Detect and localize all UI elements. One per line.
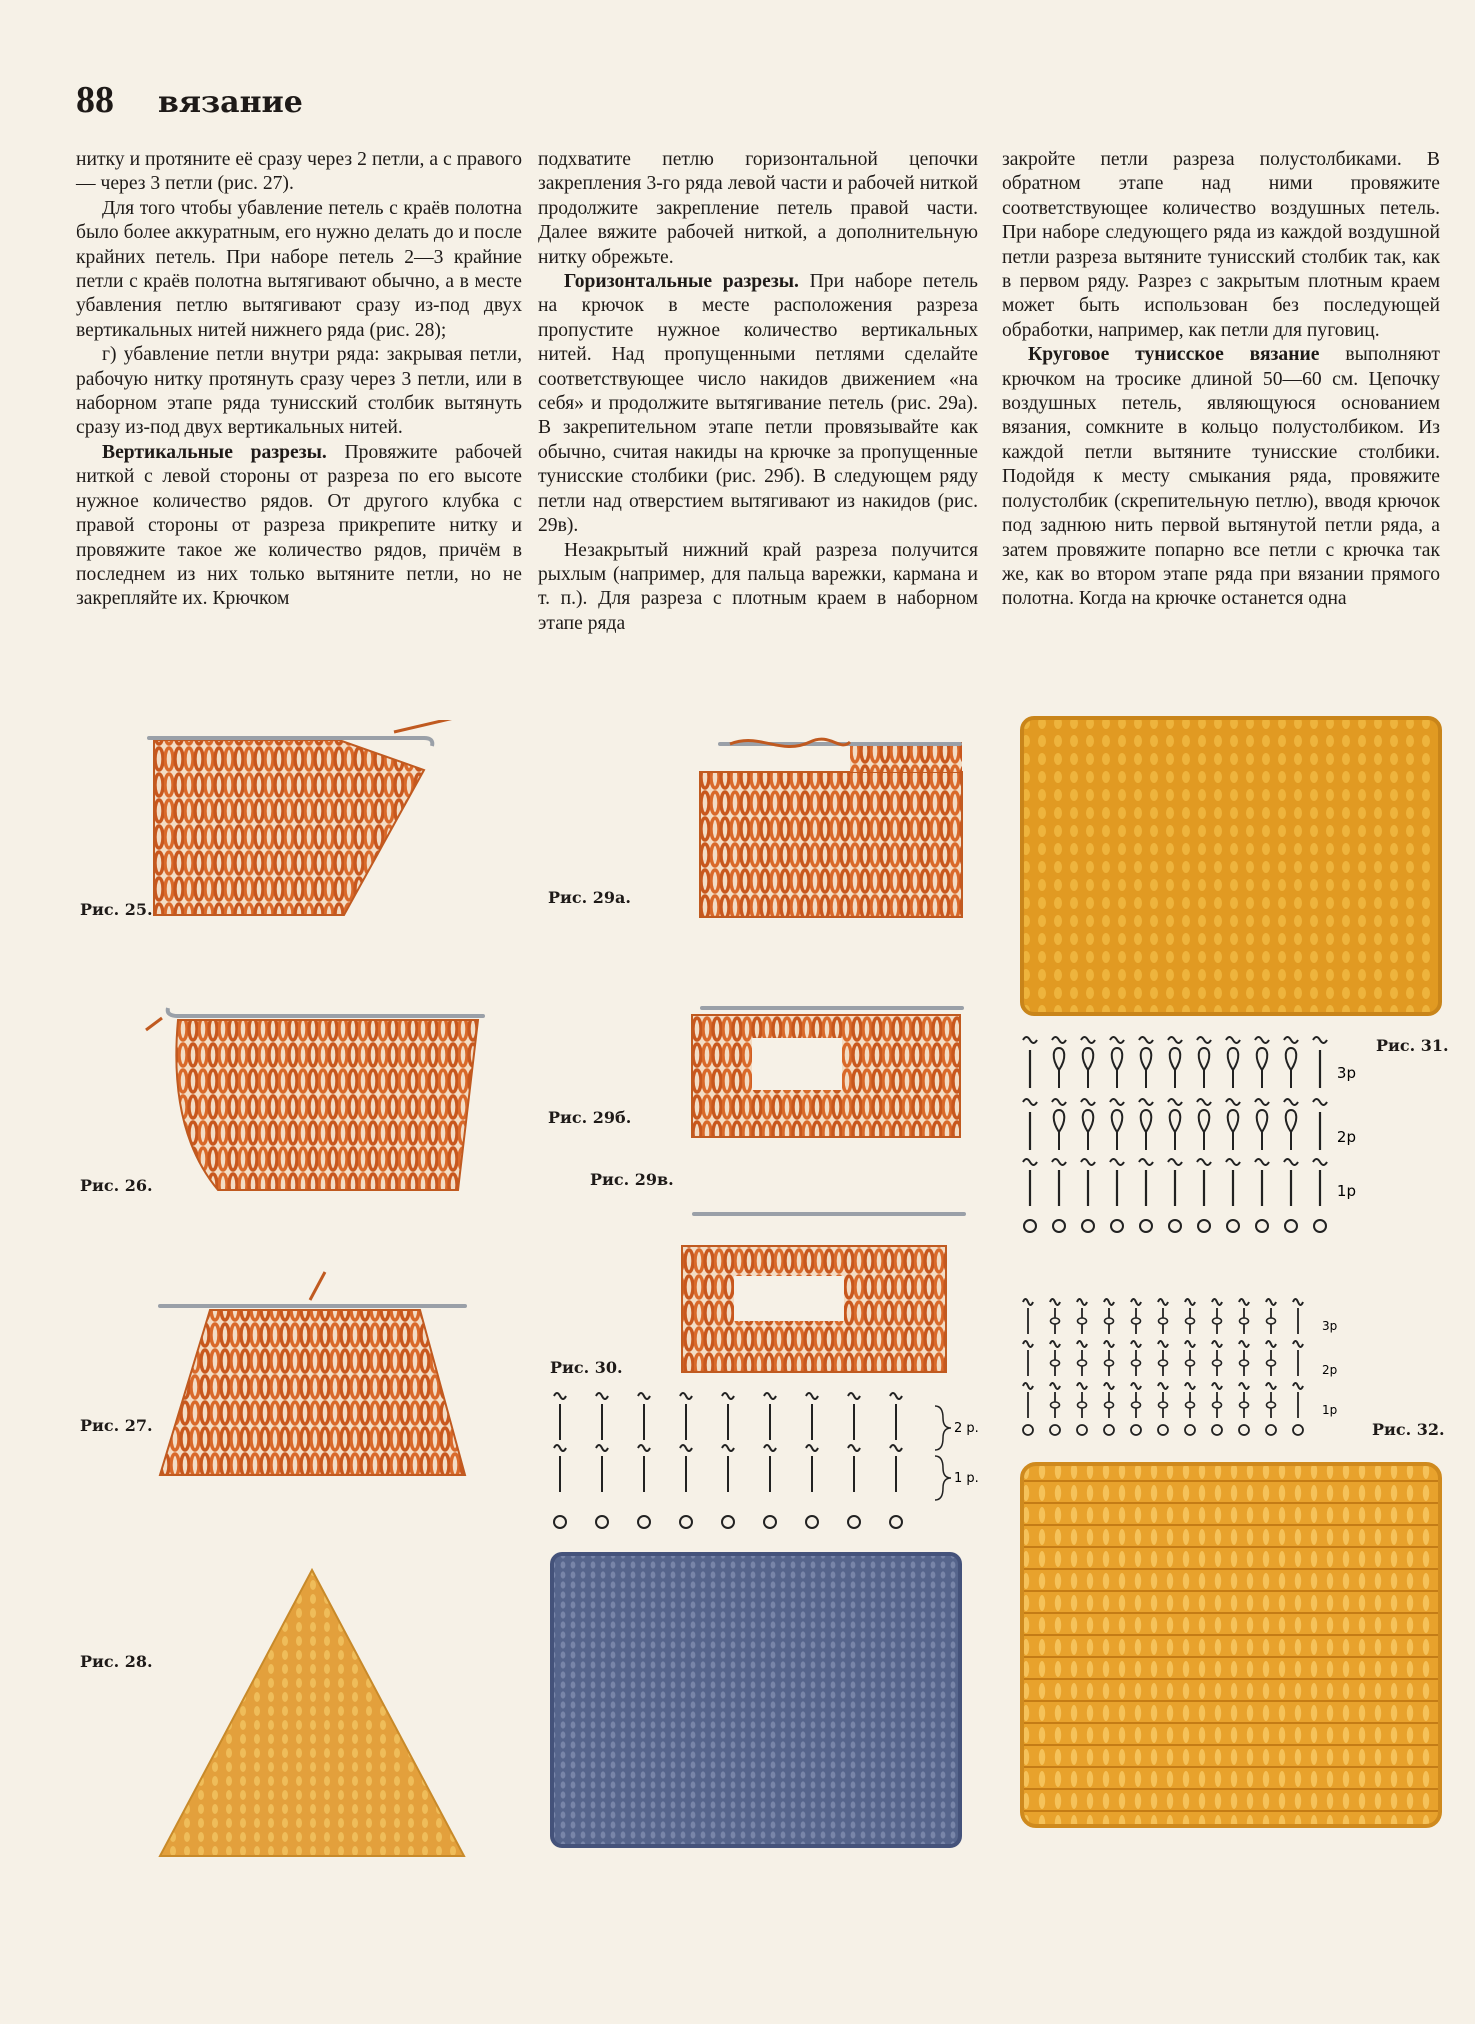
- chain-symbol: [1023, 1099, 1037, 1105]
- page-number: 88: [76, 79, 114, 121]
- stitch-column: [1293, 1299, 1303, 1435]
- subheading: Вертикальные разрезы.: [102, 441, 327, 463]
- text-column-1: [76, 148, 522, 612]
- chain-symbol: [1255, 1159, 1269, 1165]
- paragraph-text: Провяжите рабочей ниткой с левой стороны от разреза по его высоте нужное количество рядов. От другого клубка с правой стороны от разреза прикрепите нитку и провяжите такое же количество рядов, причём в последнем из них только вытяните петли, но не закрепляйте их. Крючком: [76, 441, 522, 610]
- caption-29v: Рис. 29в.: [590, 1170, 674, 1189]
- chain-symbol: [848, 1445, 860, 1451]
- chain-symbol: [1239, 1341, 1249, 1347]
- page-header: [76, 78, 303, 122]
- paragraph: г) убавление петли внутри ряда: закрывая петли, рабочую нитку протянуть сразу через 3 петли, или в наборном этапе ряда тунисский столбик вытянуть сразу из-под двух вертикальных нитей.: [76, 344, 522, 439]
- chain-symbol: [1139, 1099, 1153, 1105]
- paragraph: подхватите петлю горизонтальной цепочки закрепления 3-го ряда левой части и рабочей ниткой продолжите закрепление петель правой части. Далее вяжите рабочей ниткой, а дополнительную нитку обрежьте.: [538, 149, 978, 268]
- stitch-column: [1168, 1037, 1182, 1232]
- chain-symbol: [1266, 1383, 1276, 1389]
- chain-symbol: [1052, 1037, 1066, 1043]
- stitch-column: [1284, 1037, 1298, 1232]
- stitch-column: [722, 1393, 734, 1528]
- chain-symbol: [1052, 1159, 1066, 1165]
- chain-symbol: [1266, 1299, 1276, 1305]
- stitch-column: [1158, 1299, 1168, 1435]
- swatch-blue-30: [548, 1550, 964, 1850]
- stitch-column: [890, 1393, 902, 1528]
- chain-symbol: [1077, 1383, 1087, 1389]
- stitch-column: [1081, 1037, 1095, 1232]
- chain-symbol: [1284, 1159, 1298, 1165]
- chain-symbol: [1023, 1037, 1037, 1043]
- knitting-illustration-29b: [682, 990, 972, 1140]
- chain-symbol: [596, 1445, 608, 1451]
- stitch-column: [1255, 1037, 1269, 1232]
- chain-symbol: [554, 1393, 566, 1399]
- chain-symbol: [1081, 1099, 1095, 1105]
- chain-symbol: [1255, 1099, 1269, 1105]
- text-column-2: [538, 148, 978, 636]
- caption-30: Рис. 30.: [550, 1358, 623, 1377]
- chain-symbol: [638, 1393, 650, 1399]
- paragraph: [1002, 343, 1440, 611]
- stitch-column: [1023, 1037, 1037, 1232]
- chain-symbol: [1293, 1383, 1303, 1389]
- caption-26: Рис. 26.: [80, 1176, 153, 1195]
- knitting-illustration-25: [144, 720, 464, 920]
- chain-symbol: [1023, 1299, 1033, 1305]
- chain-symbol: [1110, 1037, 1124, 1043]
- stitch-column: [806, 1393, 818, 1528]
- chain-symbol: [1255, 1037, 1269, 1043]
- stitch-column: [1052, 1037, 1066, 1232]
- stitch-column: [1104, 1299, 1114, 1435]
- chain-symbol: [890, 1393, 902, 1399]
- paragraph: Незакрытый нижний край разреза получится рыхлым (например, для пальца варежки, кармана и т. п.). Для разреза с плотным краем в наборном этапе ряда: [538, 539, 978, 634]
- stitch-column: [680, 1393, 692, 1528]
- caption-29a: Рис. 29а.: [548, 888, 631, 907]
- chain-symbol: [1293, 1299, 1303, 1305]
- chain-symbol: [1023, 1383, 1033, 1389]
- paragraph-text: При наборе петель на крючок в месте расположения разреза пропустите нужное количество вертикальных нитей. Над пропущенными петлями сделайте соответствующее число накидов движением «на себя» и продолжите вытягивание петель (рис. 29а). В закрепительном этапе петли провязывайте как обычно, считая накиды на крючке за пропущенные тунисские столбики (рис. 29б). В следующем ряду петли над отверстием вытягивают из накидов (рис. 29в).: [538, 271, 978, 537]
- chain-symbol: [1226, 1099, 1240, 1105]
- chain-symbol: [1212, 1299, 1222, 1305]
- chain-symbol: [1023, 1159, 1037, 1165]
- stitch-diagram-30: [540, 1388, 986, 1538]
- chain-symbol: [1110, 1099, 1124, 1105]
- stitch-column: [638, 1393, 650, 1528]
- chain-symbol: [680, 1393, 692, 1399]
- row-label-1: 1р: [1336, 1182, 1356, 1200]
- chain-symbol: [1050, 1383, 1060, 1389]
- chain-symbol: [1168, 1159, 1182, 1165]
- row-label-3: 3р: [1322, 1319, 1338, 1333]
- chain-symbol: [722, 1445, 734, 1451]
- chain-symbol: [1050, 1341, 1060, 1347]
- row-label-2: 2р: [1322, 1363, 1338, 1377]
- chain-symbol: [638, 1445, 650, 1451]
- stitch-column: [1185, 1299, 1195, 1435]
- chain-symbol: [764, 1393, 776, 1399]
- chain-symbol: [1131, 1383, 1141, 1389]
- swatch-orange-31: [1018, 714, 1444, 1018]
- chain-symbol: [1077, 1341, 1087, 1347]
- chain-symbol: [680, 1445, 692, 1451]
- chain-symbol: [1077, 1299, 1087, 1305]
- chain-symbol: [1158, 1341, 1168, 1347]
- caption-27: Рис. 27.: [80, 1416, 153, 1435]
- subheading: Горизонтальные разрезы.: [564, 271, 799, 293]
- section-title: вязание: [158, 85, 303, 120]
- chain-symbol: [1239, 1383, 1249, 1389]
- knitting-illustration-28: [152, 1564, 472, 1864]
- chain-symbol: [1293, 1341, 1303, 1347]
- knitting-illustration-27: [150, 1270, 470, 1480]
- chain-symbol: [1052, 1099, 1066, 1105]
- chain-symbol: [1284, 1099, 1298, 1105]
- chain-symbol: [596, 1393, 608, 1399]
- stitch-column: [1050, 1299, 1060, 1435]
- chain-symbol: [1104, 1341, 1114, 1347]
- caption-32: Рис. 32.: [1372, 1420, 1445, 1439]
- chain-symbol: [1212, 1383, 1222, 1389]
- stitch-column: [1023, 1299, 1033, 1435]
- chain-symbol: [1168, 1099, 1182, 1105]
- stitch-column: [764, 1393, 776, 1528]
- stitch-column: [1139, 1037, 1153, 1232]
- chain-symbol: [1185, 1383, 1195, 1389]
- row-label-1: 1р: [1322, 1403, 1338, 1417]
- chain-symbol: [1023, 1341, 1033, 1347]
- row-label-2: 2 р.: [954, 1421, 979, 1436]
- caption-31: Рис. 31.: [1376, 1036, 1449, 1055]
- chain-symbol: [1185, 1341, 1195, 1347]
- chain-symbol: [722, 1393, 734, 1399]
- chain-symbol: [1168, 1037, 1182, 1043]
- chain-symbol: [1158, 1299, 1168, 1305]
- text-column-3: [1002, 148, 1440, 612]
- caption-28: Рис. 28.: [80, 1652, 153, 1671]
- caption-25: Рис. 25.: [80, 900, 153, 919]
- chain-symbol: [1226, 1159, 1240, 1165]
- chain-symbol: [1284, 1037, 1298, 1043]
- chain-symbol: [1131, 1299, 1141, 1305]
- chain-symbol: [1313, 1159, 1327, 1165]
- row-label-2: 2р: [1336, 1128, 1356, 1146]
- paragraph: [76, 441, 522, 612]
- row-label-1: 1 р.: [954, 1471, 979, 1486]
- chain-symbol: [806, 1445, 818, 1451]
- chain-symbol: [1185, 1299, 1195, 1305]
- paragraph: [538, 270, 978, 538]
- stitch-column: [596, 1393, 608, 1528]
- stitch-diagram-32: [1016, 1296, 1346, 1442]
- stitch-column: [1110, 1037, 1124, 1232]
- chain-symbol: [1131, 1341, 1141, 1347]
- chain-symbol: [1239, 1299, 1249, 1305]
- chain-symbol: [1197, 1099, 1211, 1105]
- caption-29b: Рис. 29б.: [548, 1108, 632, 1127]
- stitch-column: [1226, 1037, 1240, 1232]
- chain-symbol: [848, 1393, 860, 1399]
- knitting-illustration-26: [138, 990, 488, 1200]
- stitch-column: [1197, 1037, 1211, 1232]
- chain-symbol: [1139, 1159, 1153, 1165]
- paragraph-text: выполняют крючком на тросике длиной 50—60 см. Цепочку воздушных петель, являющуюся основанием вязания, сомкните в кольцо полустолбиком. Из каждой петли вытяните тунисские столбики. Подойдя к месту смыкания ряда, провяжите полустолбик (скрепительную петлю), вводя крючок под заднюю нить первой вытянутой петли ряда, а затем провяжите попарно все петли с крючка так же, как во втором этапе ряда при вязании прямого полотна. Когда на крючке останется одна: [1002, 344, 1440, 610]
- subheading: Круговое тунисское вязание: [1028, 344, 1320, 366]
- swatch-yellow-32: [1018, 1460, 1444, 1830]
- chain-symbol: [1081, 1037, 1095, 1043]
- stitch-column: [1239, 1299, 1249, 1435]
- chain-symbol: [1139, 1037, 1153, 1043]
- chain-symbol: [1226, 1037, 1240, 1043]
- chain-symbol: [1050, 1299, 1060, 1305]
- chain-symbol: [806, 1393, 818, 1399]
- knitting-illustration-29a: [690, 712, 970, 922]
- chain-symbol: [1313, 1099, 1327, 1105]
- chain-symbol: [1110, 1159, 1124, 1165]
- stitch-column: [1077, 1299, 1087, 1435]
- stitch-diagram-31: [1014, 1030, 1364, 1240]
- stitch-column: [1313, 1037, 1327, 1232]
- stitch-column: [1131, 1299, 1141, 1435]
- chain-symbol: [554, 1445, 566, 1451]
- stitch-column: [848, 1393, 860, 1528]
- chain-symbol: [1266, 1341, 1276, 1347]
- chain-symbol: [1197, 1037, 1211, 1043]
- stitch-column: [554, 1393, 566, 1528]
- chain-symbol: [1197, 1159, 1211, 1165]
- paragraph: закройте петли разреза полустолбиками. В обратном этапе над ними провяжите соответствующее количество воздушных петель. При наборе следующего ряда из каждой воздушной петли разреза вытяните тунисский столбик так, как в первом ряду. Разрез с закрытым плотным краем может быть использован без последующей обработки, например, как петли для пуговиц.: [1002, 149, 1440, 341]
- chain-symbol: [1158, 1383, 1168, 1389]
- chain-symbol: [1081, 1159, 1095, 1165]
- paragraph: Для того чтобы убавление петель с краёв полотна было более аккуратным, его нужно делать до и после крайних петель. При наборе петель 2—3 крайние петли с краёв полотна вытягивают обычно, а в месте убавления петлю вытягивают сразу из-под двух вертикальных нитей нижнего ряда (рис. 28);: [76, 197, 522, 341]
- paragraph: нитку и протяните её сразу через 2 петли, а с правого — через 3 петли (рис. 27).: [76, 149, 522, 195]
- chain-symbol: [1313, 1037, 1327, 1043]
- row-label-3: 3р: [1336, 1064, 1356, 1082]
- chain-symbol: [1212, 1341, 1222, 1347]
- stitch-column: [1212, 1299, 1222, 1435]
- knitting-illustration-29v: [674, 1196, 970, 1376]
- chain-symbol: [890, 1445, 902, 1451]
- stitch-column: [1266, 1299, 1276, 1435]
- chain-symbol: [1104, 1299, 1114, 1305]
- chain-symbol: [764, 1445, 776, 1451]
- chain-symbol: [1104, 1383, 1114, 1389]
